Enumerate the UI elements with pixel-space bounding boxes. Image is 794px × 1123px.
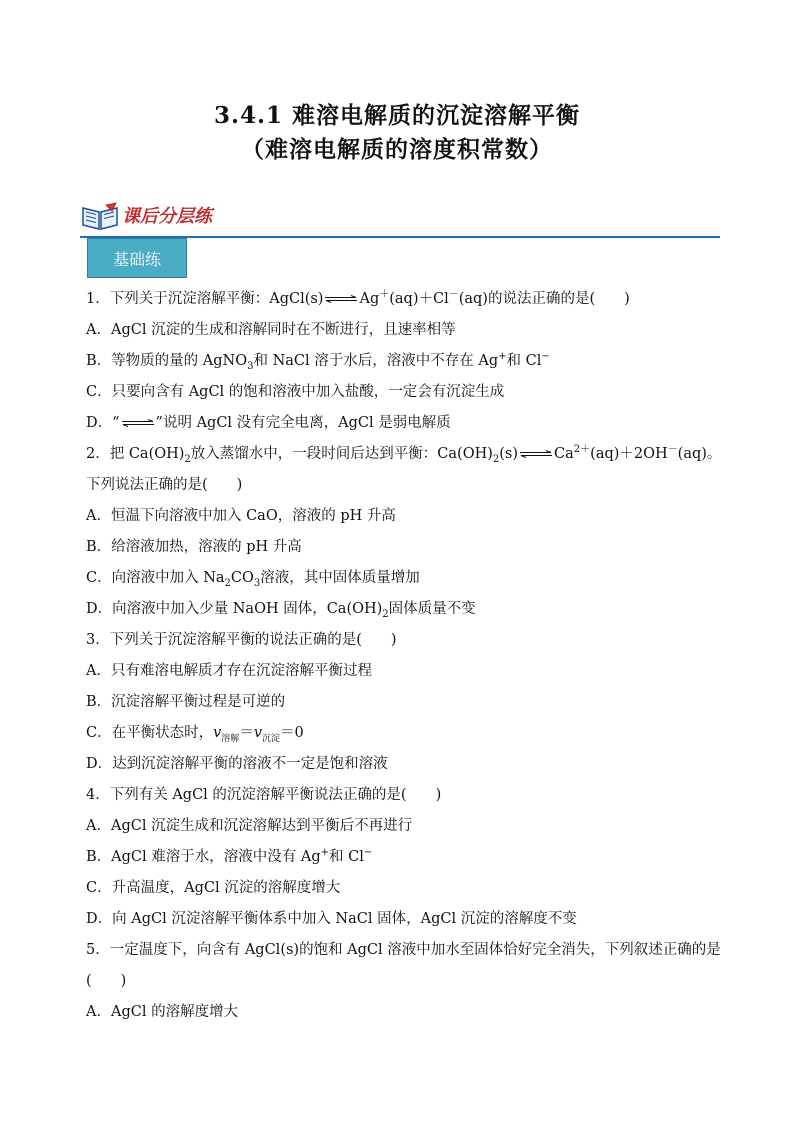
q2-stem: 2．把 $Ca(OH)_2$放入蒸馏水中，一段时间后达到平衡：$Ca(OH)_2(s)$ $Ca^{2+}(aq)+2OH^-(aq)$。 (86, 444, 722, 465)
q1-option-c: C．只要向含有 AgCl 的饱和溶液中加入盐酸，一定会有沉淀生成 (86, 384, 505, 400)
equilibrium-arrow-icon (324, 295, 358, 303)
q1-stem: 1．下列关于沉淀溶解平衡：AgCl(s) Ag＋(aq)＋Cl－(aq)的说法正确的是( ) (86, 289, 630, 307)
q4-stem: 4．下列有关 AgCl 的沉淀溶解平衡说法正确的是( ) (86, 787, 442, 803)
q1-option-b: B．等物质的量的 AgNO$_3$和 NaCl 溶于水后，溶液中不存在 Ag+和 Cl− (86, 351, 550, 372)
q3-option-b: B．沉淀溶解平衡过程是可逆的 (86, 694, 286, 710)
q2-option-a: A．恒温下向溶液中加入 CaO，溶液的 pH 升高 (86, 508, 396, 524)
book-icon (80, 202, 120, 232)
q3-stem: 3．下列关于沉淀溶解平衡的说法正确的是( ) (86, 632, 397, 648)
q3-option-a: A．只有难溶电解质才存在沉淀溶解平衡过程 (86, 663, 372, 679)
page-subtitle: （难溶电解质的溶度积常数） (241, 136, 553, 163)
q4-option-c: C．升高温度，AgCl 沉淀的溶解度增大 (86, 880, 341, 896)
tab-basic-practice[interactable]: 基础练 (87, 238, 187, 278)
q4-option-d: D．向 AgCl 沉淀溶解平衡体系中加入 NaCl 固体，AgCl 沉淀的溶解度不变 (86, 911, 577, 927)
q2-option-b: B．给溶液加热，溶液的 pH 升高 (86, 539, 302, 555)
q3-option-d: D．达到沉淀溶解平衡的溶液不一定是饱和溶液 (86, 756, 388, 772)
q1-option-d: D．“ ”说明 AgCl 没有完全电离，AgCl 是弱电解质 (86, 415, 451, 431)
section-label: 课后分层练 (122, 206, 212, 227)
section-header (80, 200, 720, 238)
q1-option-a: A．AgCl 沉淀的生成和溶解同时在不断进行，且速率相等 (86, 322, 456, 338)
q2-option-c: C．向溶液中加入 $Na_2CO_3$溶液，其中固体质量增加 (86, 570, 420, 589)
equilibrium-arrow-icon (519, 450, 553, 458)
equilibrium-arrow-icon (121, 419, 155, 427)
question-list (86, 284, 746, 1028)
q5-stem: 5．一定温度下，向含有 AgCl(s)的饱和 AgCl 溶液中加水至固体恰好完全消失，下列叙述正确的是( ) (86, 942, 721, 989)
q5-option-a: A．AgCl 的溶解度增大 (86, 1004, 239, 1020)
q2-option-d: D．向溶液中加入少量 NaOH 固体，$Ca(OH)_2$固体质量不变 (86, 601, 476, 620)
q4-option-a: A．AgCl 沉淀生成和沉淀溶解达到平衡后不再进行 (86, 818, 413, 834)
page-title: 3.4.1 难溶电解质的沉淀溶解平衡 (213, 102, 581, 129)
q2-stem-continued: 下列说法正确的是( ) (86, 477, 243, 493)
q4-option-b: B．AgCl 难溶于水，溶液中没有 Ag+和 Cl− (86, 847, 373, 865)
q3-option-c: C．在平衡状态时，$v_{溶解}=v_{沉淀}=0$ (86, 725, 304, 744)
